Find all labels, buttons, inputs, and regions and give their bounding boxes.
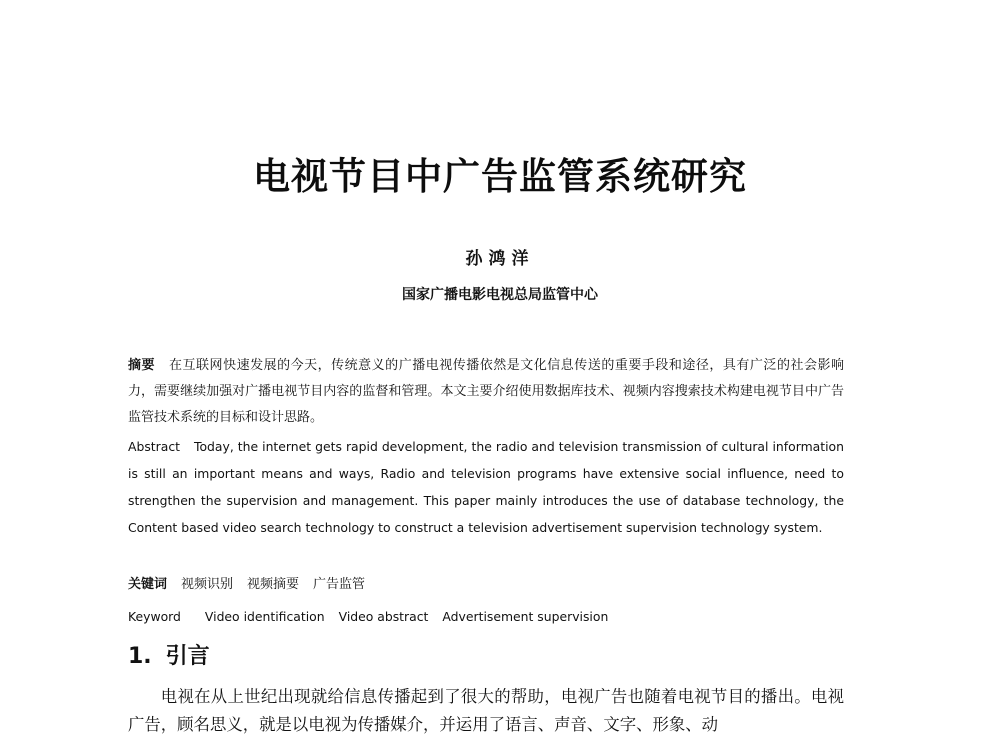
- keyword-cn-item: 视频摘要: [247, 577, 300, 592]
- abstract-en: [128, 433, 844, 541]
- keywords-cn-label: 关键词: [128, 577, 168, 592]
- keyword-cn-item: 视频识别: [181, 577, 234, 592]
- author-name: 孙鸿洋: [465, 249, 535, 269]
- keyword-en-item: Advertisement supervision: [442, 609, 609, 624]
- abstract-cn-text: 在互联网快速发展的今天，传统意义的广播电视传播依然是文化信息传送的重要手段和途径，具有广泛的社会影响力，需要继续加强对广播电视节目内容的监督和管理。本文主要介绍使用数据库技术、视频内容搜索技术构建电视节目中广告监管技术系统的目标和设计思路。: [128, 358, 844, 425]
- section-heading-introduction: [128, 642, 210, 672]
- paper-title: 电视节目中广告监管系统研究: [253, 155, 747, 198]
- keyword-en-item: Video identification: [204, 609, 325, 624]
- abstract-en-label: Abstract: [128, 439, 181, 454]
- abstract-en-text: Today, the internet gets rapid development, the radio and television transmission of cultural information is still an important means and ways, Radio and television programs have extensive social influence, need to strengthen the supervision and management. This paper mainly introduces the use of database technology, the Content based video search technology to construct a television advertisement supervision technology system.: [128, 439, 844, 535]
- keyword-en-item: Video abstract: [338, 609, 429, 624]
- section-number: 1.: [128, 644, 152, 669]
- abstract-cn: [128, 353, 844, 431]
- keywords-en: [128, 606, 844, 628]
- keyword-cn-item: 广告监管: [313, 577, 366, 592]
- intro-paragraph: 电视在从上世纪出现就给信息传播起到了很大的帮助，电视广告也随着电视节目的播出。电视广告，顾名思义，就是以电视为传播媒介，并运用了语言、声音、文字、形象、动: [128, 687, 844, 734]
- section-title: 引言: [165, 644, 210, 669]
- author-affiliation: 国家广播电影电视总局监管中心: [402, 287, 598, 303]
- keywords-cn: [128, 574, 844, 596]
- keywords-en-label: Keyword: [128, 609, 181, 624]
- abstract-cn-label: 摘要: [128, 358, 156, 373]
